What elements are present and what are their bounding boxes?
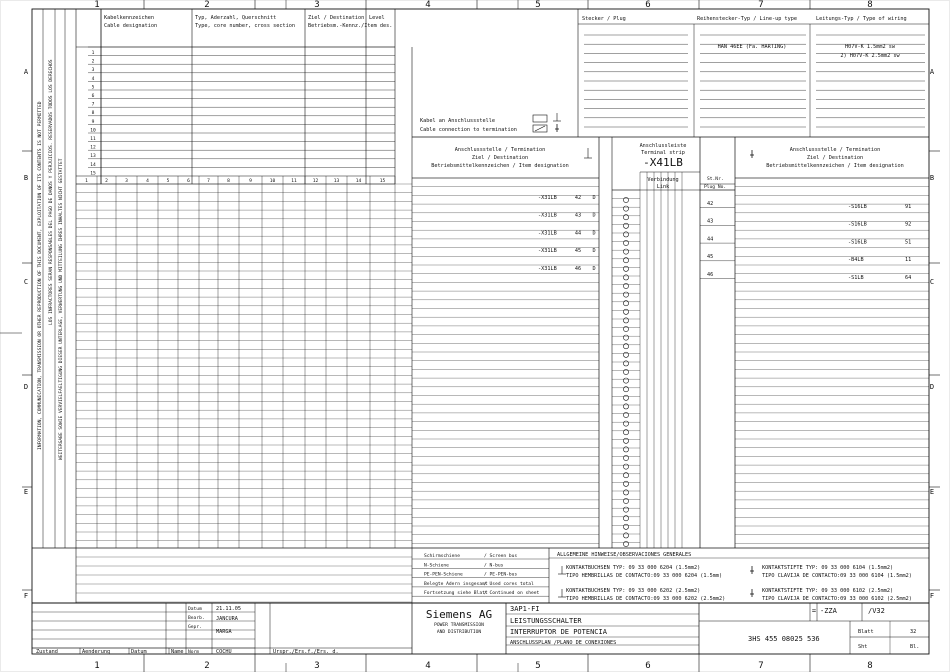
blatt-value: 32 — [910, 629, 917, 635]
terminal-circle — [623, 404, 628, 409]
terminal-number: 11 — [905, 257, 912, 264]
column-number: 3 — [125, 179, 128, 184]
bottom-legend-label: PE-PEN-Schiene — [424, 572, 463, 578]
cable-designation-header: Kabelkennzeichen — [104, 15, 154, 21]
terminal-item: -X31LB — [538, 265, 557, 272]
cable-type-header: Typ, Aderzahl, Querschnitt — [195, 15, 277, 21]
terminal-circle — [623, 490, 628, 495]
plug-number: 43 — [707, 218, 714, 225]
terminal-circle — [623, 301, 628, 306]
wiring-type-header: Leitungs-Typ / Type of wiring — [816, 16, 907, 22]
grid-column-number: 7 — [758, 661, 764, 671]
link-header: Link — [656, 184, 670, 190]
grid-row-letter: B — [929, 174, 935, 182]
row-number: 10 — [90, 128, 96, 134]
column-number: 2 — [105, 179, 108, 184]
terminal-circle — [623, 215, 628, 220]
row-number: 2 — [91, 59, 95, 65]
column-number: 4 — [146, 179, 149, 184]
cable-designation-header: Cable designation — [104, 23, 158, 29]
datum-label: Datum — [131, 649, 147, 655]
column-number: 6 — [187, 179, 190, 184]
destination-header: Ziel / Destination — [308, 15, 365, 21]
terminal-direction: D — [592, 212, 596, 219]
terminal-circle — [623, 378, 628, 383]
termination-left-title: Ziel / Destination — [471, 155, 529, 161]
legend-cable-connection: Kabel an Anschlussstelle — [420, 118, 495, 124]
grid-row-letter: C — [23, 278, 29, 286]
row-number: 9 — [91, 119, 95, 125]
terminal-item: -S16LB — [848, 204, 867, 210]
terminal-circle — [623, 438, 628, 443]
note-line: TIPO HEMBRILLAS DE CONTACTO:09 33 000 6204 (1.5mm) — [566, 573, 723, 579]
grid-column-number: 4 — [425, 661, 431, 671]
terminal-circle — [623, 335, 628, 340]
side-note-en: INFORMATION, COMMUNICATION, TRANSMISSION OR OTHER REPRODUCTION OF THIS DOCUMENT, EXPLOITATION OF ITS CONTENTS IS NOT PERMITTED — [38, 101, 43, 450]
terminal-circle — [623, 240, 628, 245]
terminal-circle — [623, 524, 628, 529]
terminal-circle — [623, 326, 628, 331]
terminal-item: -S1LB — [848, 274, 864, 281]
terminal-number: 42 — [574, 195, 582, 201]
terminal-circle — [623, 533, 628, 538]
date-value: 21.11.05 — [216, 606, 241, 612]
note-line: TIPO HEMBRILLAS DE CONTACTO:09 33 000 6202 (2.5mm2) — [566, 596, 726, 602]
grid-column-number: 4 — [425, 0, 431, 10]
terminal-number: 43 — [574, 212, 582, 219]
row-number: 8 — [91, 111, 95, 117]
note-line: KONTAKTSTIFTE TYP: 09 33 000 6104 (1.5mm2) — [762, 565, 894, 571]
grid-row-letter: A — [23, 68, 29, 76]
division: AND DISTRIBUTION — [436, 630, 482, 635]
level-header: Level — [369, 15, 385, 21]
row-number: 11 — [90, 137, 96, 142]
row-number: 12 — [90, 145, 96, 151]
note-line: TIPO CLAVIJA DE CONTACTO:09 33 000 6102 (2.5mm2) — [762, 596, 912, 602]
grid-column-number: 5 — [535, 0, 541, 10]
terminal-circle — [623, 430, 628, 435]
grid-row-letter: B — [23, 174, 29, 182]
terminal-circle — [623, 464, 628, 469]
grid-column-number: 7 — [758, 0, 764, 10]
column-number: 5 — [166, 179, 170, 184]
terminal-circle — [623, 292, 628, 297]
bottom-legend-label: Fortsetzung siehe Blatt — [424, 591, 488, 597]
terminal-circle — [623, 369, 628, 374]
column-number: 10 — [269, 179, 276, 184]
terminal-circle — [623, 266, 628, 271]
grid-column-number: 1 — [94, 661, 100, 671]
terminal-circle — [623, 498, 628, 503]
grid-column-number: 8 — [867, 0, 873, 10]
bottom-legend-label: / Used cores total — [484, 581, 534, 587]
terminal-item: -X31LB — [538, 230, 557, 237]
grid-row-letter: D — [23, 383, 29, 391]
row-number: 14 — [90, 162, 96, 168]
sheet-texts — [24, 0, 935, 671]
title-line: LEISTUNGSSCHALTER — [510, 617, 582, 625]
lineup-type-header: Reihenstecker-Typ / Line-up type — [697, 16, 797, 22]
grid-column-number: 3 — [314, 0, 320, 10]
location-code: -ZZA — [820, 607, 837, 615]
division: POWER TRANSMISSION — [434, 623, 484, 628]
side-note-es: LOS INFRACTORES SERAN RESPONSABLES DEL PAGO DE DANOS Y PERJUICIOS. RESERVADOS TODOS LOS DERECHOS — [49, 59, 54, 325]
terminal-number: 92 — [905, 221, 912, 228]
row-number: 3 — [91, 68, 95, 74]
grid-column-number: 8 — [867, 661, 873, 671]
lineup-type-value: HAN 46EE (Fa. HARTING) — [717, 44, 787, 50]
terminal-direction: D — [592, 248, 596, 255]
terminal-circle — [623, 387, 628, 392]
name-label: Name — [171, 649, 184, 655]
grid-row-letter: F — [929, 592, 935, 600]
terminal-circle — [623, 344, 628, 349]
terminal-item: -S16LB — [848, 239, 867, 246]
bottom-legend-label: N-Schiene — [424, 563, 449, 569]
row-number: 1 — [91, 51, 95, 56]
terminal-circle — [623, 232, 628, 237]
terminal-strip-name: -X41LB — [643, 156, 683, 169]
terminal-number: 44 — [574, 230, 582, 237]
terminal-circle — [623, 455, 628, 460]
plug-number: 42 — [707, 201, 714, 207]
terminal-number: 46 — [574, 265, 582, 272]
termination-right-title: Betriebsmittelkennzeichen / Item designation — [766, 163, 904, 169]
norm-label: Norm — [188, 650, 200, 655]
terminal-strip-title: Anschlussleiste — [639, 143, 687, 149]
plug-header: Stecker / Plug — [582, 16, 626, 22]
terminal-item: -X31LB — [538, 195, 557, 201]
terminal-circle — [623, 223, 628, 228]
title-line: ANSCHLUSSPLAN /PLANO DE CONEXIONES — [510, 640, 617, 646]
grid-row-letter: E — [23, 488, 29, 496]
wiring-value: 2) H07V-K 2.5mm2 sw — [840, 53, 900, 59]
terminal-strip-title: Terminal strip — [641, 150, 685, 156]
terminal-direction: D — [592, 195, 596, 201]
checked-label: Gepr. — [188, 625, 202, 630]
grid-column-number: 2 — [204, 661, 210, 671]
plug-number-header: Plug No. — [704, 185, 727, 190]
destination-header: Betriebsm.-Kennz./Item des. — [308, 23, 393, 29]
column-number: 1 — [85, 179, 88, 184]
grid-column-number: 3 — [314, 661, 320, 671]
terminal-direction: D — [592, 230, 596, 237]
terminal-circle — [623, 541, 628, 546]
grid-row-letter: C — [929, 278, 935, 286]
norm-value: COCHU — [216, 649, 232, 655]
grid-row-letter: E — [929, 488, 935, 496]
side-note-de: WEITERGABE SOWIE VERVIELFAELTIGUNG DIESER UNTERLAGE, VERWERTUNG UND MITTEILUNG IHRES INHALTES NICHT GESTATTET — [59, 158, 64, 460]
bottom-legend-label: / Continued on sheet — [484, 591, 540, 597]
plug-number: 45 — [707, 254, 714, 261]
bottom-legend-label: Schirmschiene — [424, 554, 460, 559]
column-number: 11 — [291, 179, 297, 184]
terminal-number: 45 — [574, 248, 582, 255]
terminal-circle — [623, 473, 628, 478]
note-line: KONTAKTBUCHSEN TYP: 09 33 000 6202 (2.5mm2) — [566, 588, 701, 594]
note-line: KONTAKTBUCHSEN TYP: 09 33 000 6204 (1.5mm2) — [566, 565, 701, 571]
sheet-code: /V32 — [868, 607, 885, 615]
note-line: KONTAKTSTIFTE TYP: 09 33 000 6102 (2.5mm2) — [762, 588, 894, 594]
terminal-circle — [623, 283, 628, 288]
title-line: INTERRUPTOR DE POTENCIA — [510, 628, 607, 636]
bottom-legend-label: / N-bus — [484, 563, 504, 569]
row-number: 13 — [90, 154, 96, 160]
terminal-circle — [623, 249, 628, 254]
grid-column-number: 5 — [535, 661, 541, 671]
drawn-label: Bearb. — [188, 616, 205, 621]
sheet-marks — [623, 197, 628, 546]
plug-number: 44 — [707, 236, 714, 243]
sheet-label: Sht — [858, 644, 868, 650]
terminal-circle — [623, 395, 628, 400]
terminal-circle — [623, 447, 628, 452]
row-number: 5 — [91, 85, 95, 91]
terminal-item: -X31LB — [538, 248, 557, 255]
terminal-number: 64 — [905, 274, 912, 281]
cable-type-header: Type, core number, cross section — [195, 23, 295, 29]
terminal-number: 91 — [905, 204, 912, 210]
aenderung-label: Aenderung — [82, 649, 111, 655]
wiring-value: H07V-K 1.5mm2 sw — [845, 44, 895, 50]
terminal-circle — [623, 421, 628, 426]
column-number: 8 — [227, 179, 230, 184]
plug-number: 46 — [707, 271, 714, 278]
grid-column-number: 6 — [645, 661, 651, 671]
column-number: 7 — [207, 179, 210, 184]
general-notes-title: ALLGEMEINE HINWEISE/OBSERVACIONES GENERALES — [557, 552, 692, 558]
column-number: 15 — [379, 179, 386, 184]
terminal-item: -X31LB — [538, 212, 557, 219]
grid-row-letter: D — [929, 383, 935, 391]
terminal-circle — [623, 412, 628, 417]
document-number: 3HS 455 08025 536 — [748, 635, 820, 643]
sheet-label: Bl. — [910, 644, 920, 650]
bottom-legend-label: / Screen bus — [484, 554, 518, 559]
terminal-circle — [623, 309, 628, 314]
termination-right-title: Ziel / Destination — [806, 155, 864, 161]
terminal-circle — [623, 507, 628, 512]
column-number: 14 — [355, 179, 362, 184]
column-number: 13 — [333, 179, 340, 184]
terminal-circle — [623, 197, 628, 202]
company-name: Siemens AG — [425, 608, 493, 621]
blatt-label: Blatt — [858, 629, 874, 635]
terminal-circle — [623, 258, 628, 263]
terminal-number: 51 — [905, 239, 912, 246]
column-number: 9 — [249, 179, 252, 184]
zustand-label: Zustand — [36, 649, 58, 655]
termination-left-title: Betriebsmittelkennzeichen / Item designation — [431, 163, 569, 169]
doc-code: 3AP1-FI — [510, 605, 540, 613]
bottom-legend-label: Belegte Adern insgesamt — [424, 581, 488, 587]
row-number: 15 — [90, 171, 96, 177]
column-number: 12 — [312, 179, 319, 184]
terminal-item: -B4LB — [848, 257, 864, 264]
drawn-value: JANCURA — [216, 616, 238, 622]
terminal-direction: D — [592, 265, 596, 272]
equals-marker: = — [811, 607, 817, 615]
row-number: 6 — [91, 94, 95, 99]
grid-column-number: 6 — [645, 0, 651, 10]
grid-column-number: 1 — [94, 0, 100, 10]
terminal-circle — [623, 361, 628, 366]
plug-number-header: St.Nr. — [707, 177, 724, 182]
terminal-circle — [623, 516, 628, 521]
note-line: TIPO CLAVIJA DE CONTACTO:09 33 000 6104 (1.5mm2) — [762, 573, 912, 579]
termination-left-title: Anschlussstelle / Termination — [454, 147, 546, 153]
grid-row-letter: A — [929, 68, 935, 76]
datum-label: Datum — [188, 607, 202, 612]
row-number: 4 — [91, 76, 95, 82]
grid-column-number: 2 — [204, 0, 210, 10]
terminal-circle — [623, 481, 628, 486]
terminal-circle — [623, 206, 628, 211]
checked-value: MARGA — [216, 629, 232, 635]
legend-cable-connection: Cable connection to termination — [420, 127, 517, 133]
row-number: 7 — [91, 102, 95, 108]
link-header: Verbindung — [647, 177, 679, 183]
terminal-circle — [623, 352, 628, 357]
termination-right-title: Anschlussstelle / Termination — [789, 147, 881, 153]
terminal-circle — [623, 275, 628, 280]
urspr-label: Urspr./Ers.f./Ers. d. — [273, 649, 339, 655]
terminal-item: -S16LB — [848, 221, 867, 228]
bottom-legend-label: / PE-PEN-bus — [484, 572, 518, 578]
grid-row-letter: F — [23, 592, 29, 600]
terminal-circle — [623, 318, 628, 323]
